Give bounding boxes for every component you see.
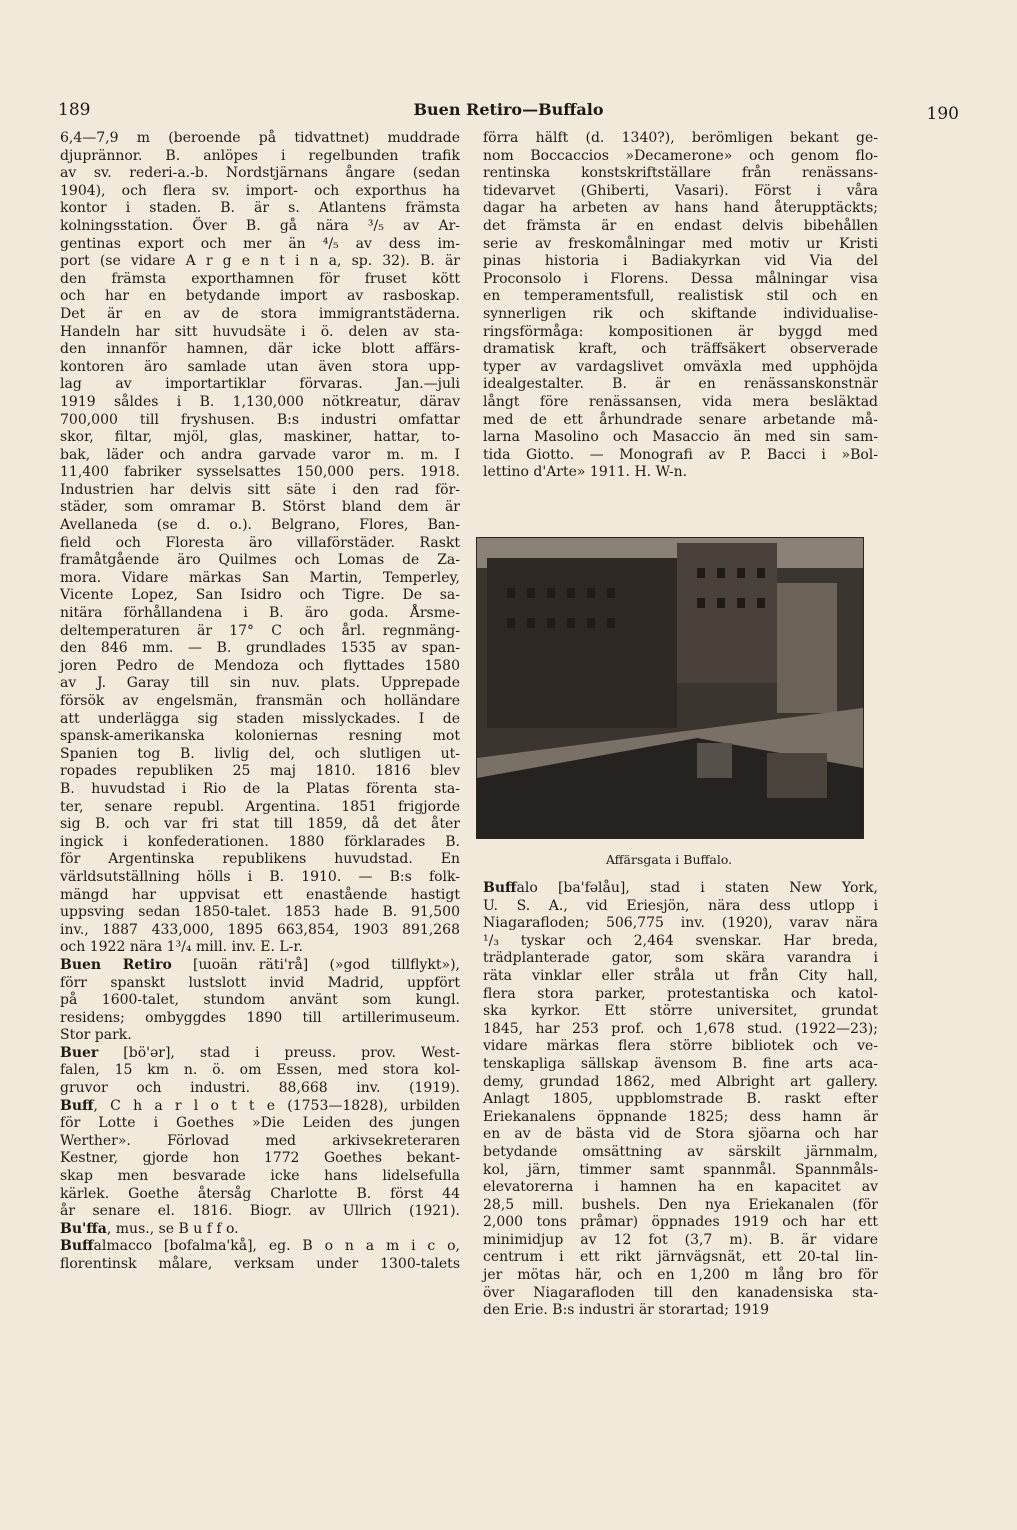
text-line: synnerligen rik och skiftande individualise- bbox=[483, 305, 878, 322]
text-line: betydande omsättning av särskilt järnmalm, bbox=[483, 1143, 878, 1160]
text-line: idealgestalter. B. är en renässanskonstnär bbox=[483, 376, 878, 393]
text-line: Proconsolo i Florens. Dessa målningar visa bbox=[483, 270, 878, 287]
text-line: gruvor och industri. 88,668 inv. (1919). bbox=[60, 1080, 460, 1097]
text-line: rentinska konstskriftställare från renässans- bbox=[483, 165, 878, 182]
text-line: försök av engelsmän, fransmän och holländare bbox=[60, 693, 460, 709]
text-line: Buer [bö'ər], stad i preuss. prov. West- bbox=[60, 1044, 460, 1061]
text-line: Eriekanalens öppnande 1825; dess hamn är bbox=[483, 1108, 878, 1125]
text-line: 2,000 tons pråmar) öppnades 1919 och har ett bbox=[483, 1214, 878, 1231]
right-column-bottom bbox=[483, 880, 878, 1320]
text-line: 1904), och flera sv. import- och exporthus ha bbox=[60, 182, 460, 199]
text-line: Anlagt 1805, uppblomstrade B. raskt efter bbox=[483, 1091, 878, 1108]
text-line: U. S. A., vid Eriesjön, nära dess utlopp i bbox=[483, 897, 878, 914]
text-line: residens; ombyggdes 1890 till artillerimuseum. bbox=[60, 1009, 460, 1026]
text-line: Vicente Lopez, San Isidro och Tigre. De sa- bbox=[60, 587, 460, 604]
text-line: deltemperaturen är 17° C och årl. regnmäng- bbox=[60, 622, 460, 639]
text-line: en temperamentsfull, realistisk stil och en bbox=[483, 288, 878, 305]
text-line: år senare el. 1816. Biogr. av Ullrich (1921). bbox=[60, 1203, 460, 1220]
text-line: dagar ha arbeten av hans hand återupptäckts; bbox=[483, 200, 878, 217]
text-line: av J. Garay till sin nuv. plats. Upprepade bbox=[60, 675, 460, 692]
text-line: sig B. och var fri stat till 1859, då det åter bbox=[60, 816, 460, 833]
text-line: vidare märkas flera större bibliotek och ve- bbox=[483, 1038, 878, 1055]
text-line: av sv. rederi-a.-b. Nordstjärnans ångare (sedan bbox=[60, 165, 460, 182]
text-line: centrum i ett rikt järnvägsnät, ett 20-tal lin- bbox=[483, 1249, 878, 1266]
text-line: lag av importartiklar förvaras. Jan.—juli bbox=[60, 376, 460, 393]
text-line: bak, läder och andra garvade varor m. m. I bbox=[60, 446, 460, 463]
text-line: demy, grundad 1862, med Albright art gallery. bbox=[483, 1073, 878, 1090]
text-line: nom Boccaccios »Decamerone» och genom flo- bbox=[483, 147, 878, 164]
text-line: skap men besvarade icke hans lidelsefulla bbox=[60, 1168, 460, 1185]
text-line: 11,400 fabriker sysselsattes 150,000 pers. 1918. bbox=[60, 464, 460, 481]
text-line: florentinsk målare, verksam under 1300-talets bbox=[60, 1256, 460, 1272]
text-line: långt före renässansen, vida mera besläktad bbox=[483, 393, 878, 410]
text-line: Avellaneda (se d. o.). Belgrano, Flores, Ban- bbox=[60, 517, 460, 534]
text-line: jer mötas här, och en 1,200 m lång bro för bbox=[483, 1267, 878, 1284]
text-line: det främsta är en endast delvis bibehållen bbox=[483, 217, 878, 234]
text-line: kärlek. Goethe återsåg Charlotte B. först 44 bbox=[60, 1185, 460, 1202]
text-line: Werther». Förlovad med arkivsekreteraren bbox=[60, 1132, 460, 1149]
text-line: Det är en av de stora immigrantstäderna. bbox=[60, 305, 460, 322]
text-line: 1845, har 253 prof. och 1,678 stud. (1922—23); bbox=[483, 1020, 878, 1037]
text-line: tida Giotto. — Monografi av P. Bacci i »Bol- bbox=[483, 446, 878, 463]
text-line: mora. Vidare märkas San Martin, Temperley, bbox=[60, 569, 460, 586]
text-line: Buffalmacco [bofalma'kå], eg. B o n a m i c o, bbox=[60, 1238, 460, 1255]
text-line: kontoren äro samlade utan även stora upp- bbox=[60, 358, 460, 375]
text-line: den främsta exporthamnen för fruset kött bbox=[60, 270, 460, 287]
text-line: Niagarafloden; 506,775 inv. (1920), varav nära bbox=[483, 915, 878, 932]
text-line: larna Masolino och Masaccio än med sin sam- bbox=[483, 429, 878, 446]
text-line: spansk-amerikanska koloniernas resning mot bbox=[60, 728, 460, 745]
text-line: mängd har uppvisat ett enastående hastigt bbox=[60, 886, 460, 903]
text-line: flera stora parker, protestantiska och katol- bbox=[483, 985, 878, 1002]
text-line: för Argentinska republikens huvudstad. En bbox=[60, 851, 460, 868]
text-line: lettino d'Arte» 1911. H. W-n. bbox=[483, 464, 688, 481]
text-line: field och Floresta äro villaförstäder. Raskt bbox=[60, 534, 460, 551]
text-line: pinas historia i Badiakyrkan vid Via del bbox=[483, 253, 878, 270]
text-line: 700,000 till fryshusen. B:s industri omfattar bbox=[60, 411, 460, 428]
text-line: ropades republiken 25 maj 1810. 1816 blev bbox=[60, 763, 460, 780]
text-line: ¹/₃ tyskar och 2,464 svenskar. Har breda, bbox=[483, 932, 878, 949]
page-header bbox=[58, 96, 959, 126]
text-line: nitära förhållandena i B. äro goda. Årsme- bbox=[60, 605, 460, 622]
text-line: och 1922 nära 1³/₄ mill. inv. E. L-r. bbox=[60, 939, 303, 956]
running-head: Buen Retiro—Buffalo bbox=[413, 100, 604, 119]
text-line: den innanför hamnen, där icke blott affärs- bbox=[60, 341, 460, 358]
text-line: på 1600-talet, stundom använt som kungl. bbox=[60, 992, 460, 1009]
text-line: kontor i staden. B. är s. Atlantens främsta bbox=[60, 200, 460, 217]
text-line: falen, 15 km n. ö. om Essen, med stora kol- bbox=[60, 1062, 460, 1079]
text-line: ingick i konfederationen. 1880 förklarades B. bbox=[60, 833, 460, 850]
text-line: förr spanskt lustslott invid Madrid, uppfört bbox=[60, 974, 460, 991]
text-line: trädplanterade gator, som skära varandra i bbox=[483, 950, 878, 967]
text-line: Stor park. bbox=[60, 1027, 132, 1044]
text-line: B. huvudstad i Rio de la Platas förenta sta- bbox=[60, 780, 460, 797]
text-line: förra hälft (d. 1340?), berömligen bekant ge- bbox=[483, 130, 878, 146]
street-photo bbox=[476, 537, 864, 839]
text-line: inv., 1887 433,000, 1895 663,854, 1903 891,268 bbox=[60, 921, 460, 938]
text-line: över Niagarafloden till den kanadensiska sta- bbox=[483, 1284, 878, 1301]
text-line: Buen Retiro [ɯoän räti'rå] (»god tillflykt»), bbox=[60, 956, 460, 973]
text-line: ska kyrkor. Ett större universitet, grundat bbox=[483, 1003, 878, 1020]
text-line: den 846 mm. — B. grundlades 1535 av span- bbox=[60, 640, 460, 657]
text-line: 28,5 mill. bushels. Den nya Eriekanalen (för bbox=[483, 1196, 878, 1213]
street-photo-illustration bbox=[477, 538, 863, 838]
text-line: serie av freskomålningar med motiv ur Kristi bbox=[483, 235, 878, 252]
left-column bbox=[60, 130, 460, 1274]
text-line: ter, senare republ. Argentina. 1851 frigjorde bbox=[60, 798, 460, 815]
text-line: uppsving sedan 1850-talet. 1853 hade B. 91,500 bbox=[60, 904, 460, 921]
text-line: tenskapliga sällskap ävensom B. fine arts aca- bbox=[483, 1055, 878, 1072]
text-line: 1919 såldes i B. 1,130,000 nötkreatur, därav bbox=[60, 393, 460, 410]
text-line: städer, som omramar B. Störst bland dem är bbox=[60, 499, 460, 516]
text-line: Spanien tog B. livlig del, och slutligen ut- bbox=[60, 745, 460, 762]
text-line: minimidjup av 12 fot (3,7 m). B. är vidare bbox=[483, 1231, 878, 1248]
text-line: den Erie. B:s industri är storartad; 1919 bbox=[483, 1302, 770, 1319]
text-line: elevatorerna i hamnen ha en kapacitet av bbox=[483, 1179, 878, 1196]
text-line: räta vinklar eller stråla ut från City hall, bbox=[483, 967, 878, 984]
text-line: framåtgående äro Quilmes och Lomas de Za- bbox=[60, 552, 460, 569]
page-number-right: 190 bbox=[926, 104, 959, 124]
text-line: en av de bästa vid de Stora sjöarna och har bbox=[483, 1126, 878, 1143]
text-line: Handeln har sitt huvudsäte i ö. delen av sta- bbox=[60, 323, 460, 340]
text-line: gentinas export och mer än ⁴/₅ av dess im- bbox=[60, 235, 460, 252]
text-line: världsutställning hölls i B. 1910. — B:s folk- bbox=[60, 868, 460, 885]
photo-caption: Affärsgata i Buffalo. bbox=[605, 852, 733, 867]
text-line: Kestner, gjorde hon 1772 Goethes bekant- bbox=[60, 1150, 460, 1167]
text-line: skor, filtar, mjöl, glas, maskiner, hattar, to- bbox=[60, 429, 460, 446]
text-line: joren Pedro de Mendoza och flyttades 1580 bbox=[60, 657, 460, 674]
text-line: att underlägga sig staden misslyckades. I de bbox=[60, 710, 460, 727]
text-line: Industrien har delvis sitt säte i den rad för- bbox=[60, 481, 460, 498]
text-line: för Lotte i Goethes »Die Leiden des jungen bbox=[60, 1115, 460, 1132]
text-line: ringsförmåga: kompositionen är byggd med bbox=[483, 323, 878, 340]
text-line: Buff, C h a r l o t t e (1753—1828), urbilden bbox=[60, 1097, 460, 1114]
text-line: port (se vidare A r g e n t i n a, sp. 32). B. är bbox=[60, 253, 460, 270]
text-line: kolningsstation. Över B. gå nära ³/₅ av Ar- bbox=[60, 217, 460, 234]
text-line: med de ett århundrade senare arbetande må- bbox=[483, 411, 878, 428]
right-column-top bbox=[483, 130, 878, 482]
text-line: Buffalo [ba'fəlåu], stad i staten New York, bbox=[483, 880, 878, 896]
text-line: typer av vardagslivet omväxla med upphöjda bbox=[483, 358, 878, 375]
text-line: kol, järn, timmer samt spannmål. Spannmåls- bbox=[483, 1161, 878, 1178]
text-line: tidevarvet (Ghiberti, Vasari). Först i våra bbox=[483, 182, 878, 199]
text-line: Bu'ffa, mus., se B u f f o. bbox=[60, 1220, 239, 1237]
text-line: djuprännor. B. anlöpes i regelbunden trafik bbox=[60, 147, 460, 164]
text-line: 6,4—7,9 m (beroende på tidvattnet) muddrade bbox=[60, 130, 460, 146]
text-line: dramatisk kraft, och träffsäkert observerade bbox=[483, 341, 878, 358]
text-line: och har en betydande import av rasboskap. bbox=[60, 288, 460, 305]
page-number-left: 189 bbox=[58, 100, 91, 120]
